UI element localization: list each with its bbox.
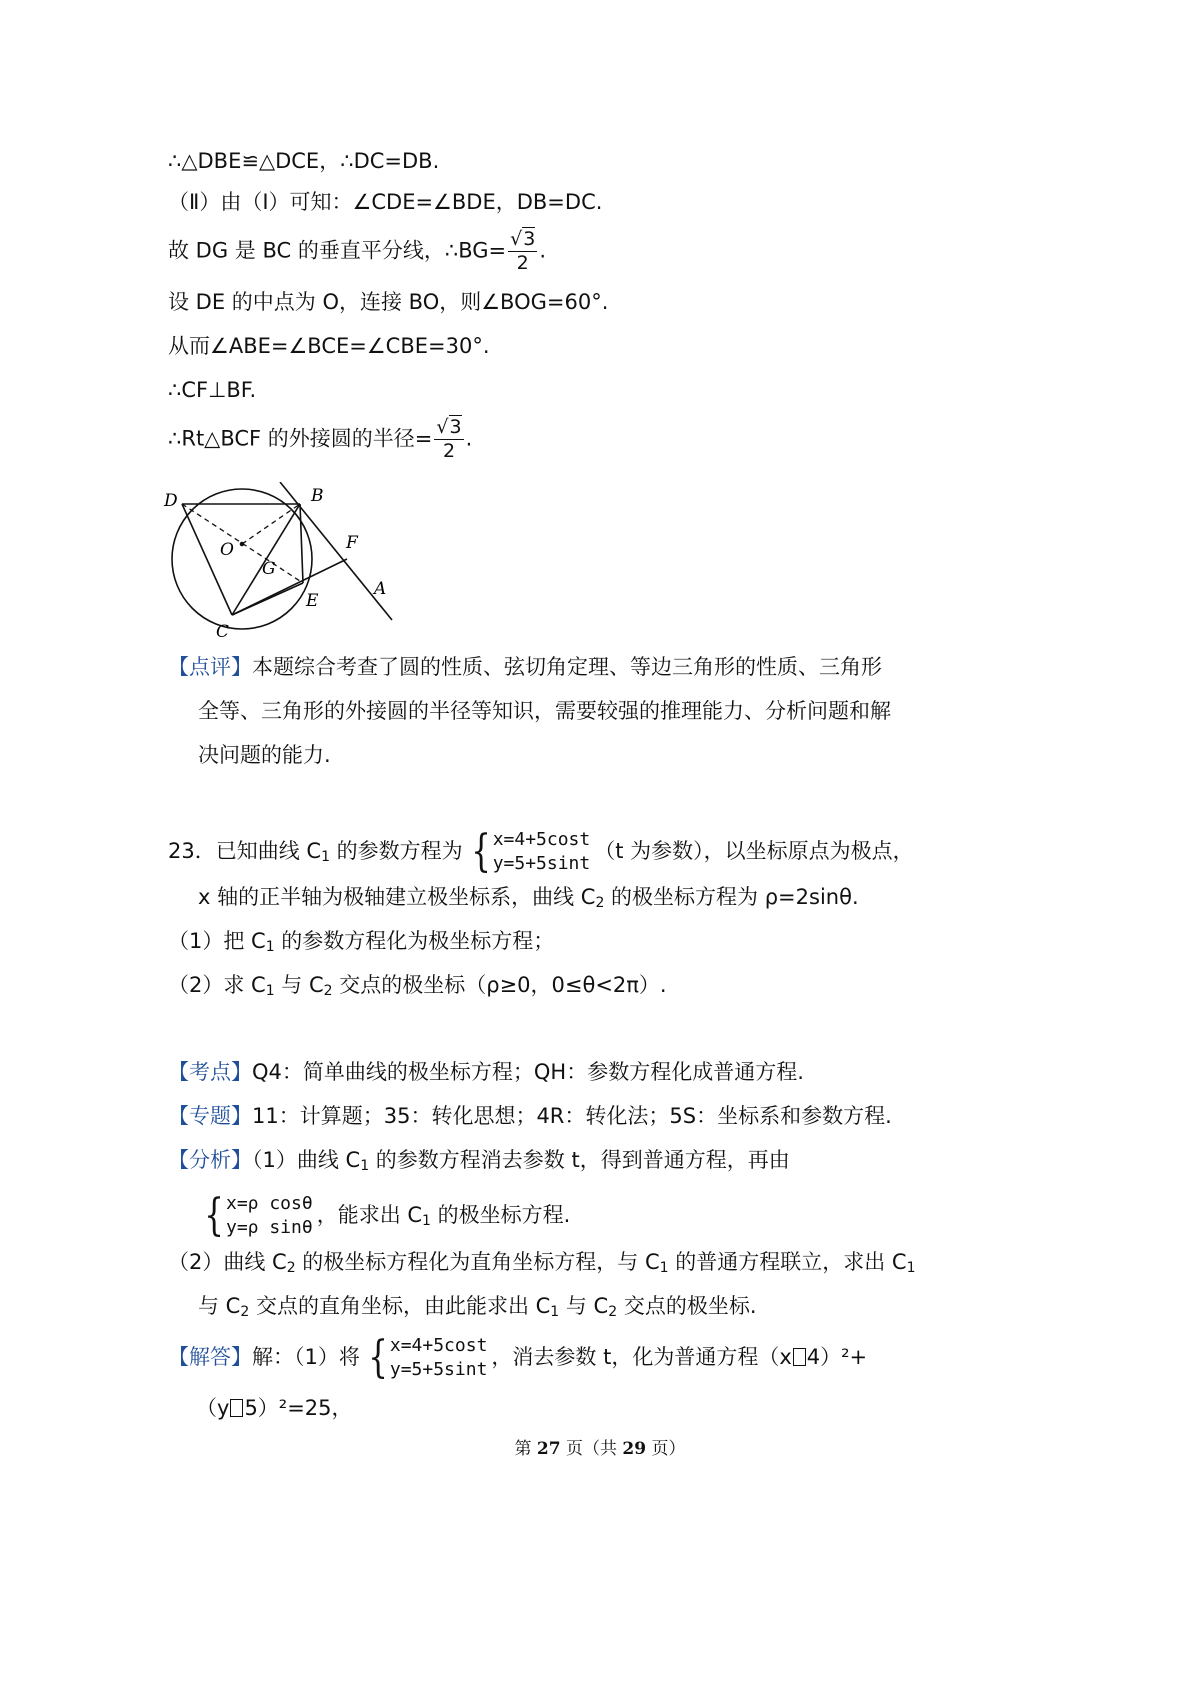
line-angles: 从而∠ABE=∠BCE=∠CBE=30°. <box>168 334 490 358</box>
parametric-system: { x=4+5cost y=5+5sint <box>470 826 591 877</box>
label-a: A <box>374 579 387 599</box>
review-tag: 【点评】 <box>168 655 252 679</box>
geometry-figure <box>158 482 420 644</box>
question-23-part-1: （1）把 $C_1$ 的参数方程化为极坐标方程； <box>168 929 555 955</box>
label-c: C <box>216 622 230 642</box>
kaodian-line: 【考点】Q4：简单曲线的极坐标方程；QH：参数方程化成普通方程. <box>168 1060 804 1084</box>
question-23-part-2: （2）求 $C_1$ 与 $C_2$ 交点的极坐标（ρ≥0，0≤θ<2π）. <box>168 973 667 999</box>
page-number: 27 <box>536 1439 561 1459</box>
jieda-line-2: （y 5）²=25， <box>196 1396 353 1420</box>
fenxi-line-1: 【分析】（1）曲线 $C_1$ 的参数方程消去参数 t，得到普通方程，再由 <box>168 1148 790 1174</box>
missing-glyph-box <box>230 1399 243 1417</box>
line-midpoint: 设 DE 的中点为 O，连接 BO，则∠BOG=60°. <box>168 290 609 314</box>
zhuanti-tag: 【专题】 <box>168 1104 252 1128</box>
review-line-3: 决问题的能力. <box>198 743 331 767</box>
segment-be <box>300 504 303 583</box>
review-line-2: 全等、三角形的外接圆的半径等知识，需要较强的推理能力、分析问题和解 <box>198 699 891 723</box>
tangent-line-ba <box>280 482 392 620</box>
sqrt3-over-2-fraction: $\frac{√3}{2}$ <box>436 416 462 462</box>
question-number: 23． <box>168 839 216 863</box>
question-23-stem: 23．已知曲线 $C_1$ 的参数方程为 { x=4+5cost y=5+5sint （t 为参数），以坐标原点为极点， <box>168 826 914 877</box>
polar-conversion-system: { x=ρ cosθ y=ρ sinθ <box>204 1190 313 1241</box>
line-radius: ∴Rt△BCF 的外接圆的半径= $\frac{√3}{2}$ . <box>168 416 473 462</box>
jieda-line-1: 【解答】解：（1）将 { x=4+5cost y=5+5sint ，消去参数 t，化为普通方程（x 4）²+ <box>168 1332 868 1383</box>
label-b: B <box>311 486 324 506</box>
line-part2-start: （Ⅱ）由（Ⅰ）可知：∠CDE=∠BDE，DB=DC. <box>168 190 603 214</box>
circle <box>172 489 312 629</box>
total-pages: 29 <box>622 1439 647 1459</box>
jieda-tag: 【解答】 <box>168 1345 252 1369</box>
label-f: F <box>346 533 358 553</box>
circle-diagram <box>158 482 420 644</box>
label-d: D <box>164 491 178 511</box>
center-point-o <box>240 542 245 547</box>
line-bg: 故 DG 是 BC 的垂直平分线，∴BG= $\frac{√3}{2}$ . <box>168 228 547 274</box>
label-g: G <box>262 559 276 579</box>
fenxi-line-2: { x=ρ cosθ y=ρ sinθ ，能求出 $C_1$ 的极坐标方程. <box>196 1192 570 1240</box>
zhuanti-line: 【专题】11：计算题；35：转化思想；4R：转化法；5S：坐标系和参数方程. <box>168 1104 892 1128</box>
review-line-1: 【点评】本题综合考查了圆的性质、弦切角定理、等边三角形的性质、三角形 <box>168 655 882 679</box>
fenxi-line-3: （2）曲线 $C_2$ 的极坐标方程化为直角坐标方程，与 $C_1$ 的普通方程联立，求出 $C_1$ <box>168 1250 916 1276</box>
line-perpendicular: ∴CF⊥BF. <box>168 378 257 402</box>
page-footer: 第 27 页（共 29 页） <box>514 1439 686 1459</box>
label-e: E <box>306 591 319 611</box>
line-congruence: ∴△DBE≌△DCE，∴DC=DB. <box>168 149 440 173</box>
fenxi-line-4: 与 $C_2$ 交点的直角坐标，由此能求出 $C_1$ 与 $C_2$ 交点的极坐标. <box>198 1294 757 1320</box>
label-o: O <box>220 540 234 560</box>
question-23-line-2: x 轴的正半轴为极轴建立极坐标系，曲线 $C_2$ 的极坐标方程为 ρ=2sinθ. <box>198 885 859 911</box>
sqrt3-over-2-fraction: $\frac{√3}{2}$ <box>510 228 536 274</box>
fenxi-tag: 【分析】 <box>168 1148 252 1172</box>
kaodian-tag: 【考点】 <box>168 1060 252 1084</box>
missing-glyph-box <box>793 1348 806 1366</box>
parametric-system: { x=4+5cost y=5+5sint <box>368 1332 488 1383</box>
